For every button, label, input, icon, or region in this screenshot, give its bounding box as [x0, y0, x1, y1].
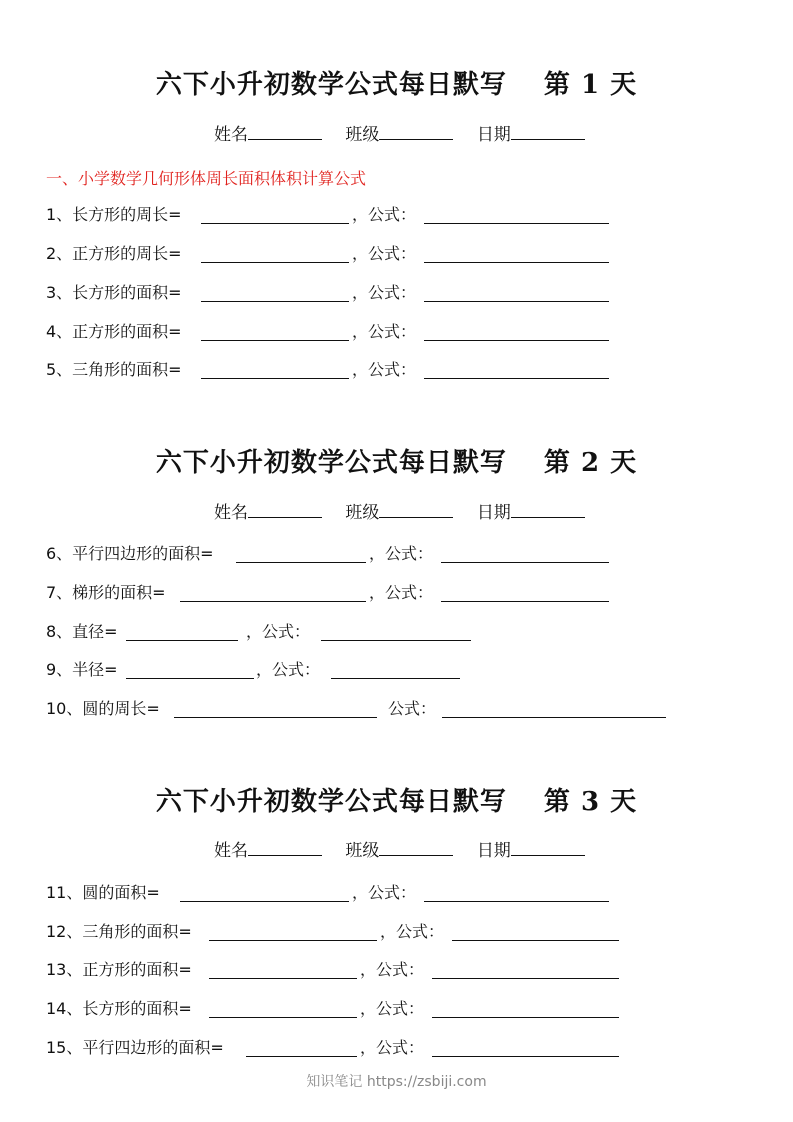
student-info-row-day-2: [214, 498, 585, 523]
answer-blank[interactable]: [126, 640, 238, 641]
name-field[interactable]: [248, 841, 322, 856]
answer-blank[interactable]: [180, 901, 349, 902]
question-label: 10、圆的周长=: [46, 699, 160, 718]
formula-label: ，公式：: [369, 583, 434, 602]
answer-blank[interactable]: [201, 301, 349, 302]
answer-blank[interactable]: [201, 262, 349, 263]
answer-blank[interactable]: [201, 340, 349, 341]
footer-watermark: 知识笔记 https://zsbiji.com: [306, 1074, 487, 1090]
class-field[interactable]: [379, 841, 453, 856]
name-label: 姓名: [214, 503, 248, 523]
student-info-row-day-1: [214, 120, 585, 145]
formula-label: ，公式：: [369, 544, 434, 563]
formula-blank[interactable]: [441, 601, 609, 602]
date-field[interactable]: [511, 503, 585, 518]
answer-blank[interactable]: [209, 940, 377, 941]
formula-label: ，公式：: [352, 205, 417, 224]
formula-label: ，公式：: [380, 922, 445, 941]
date-field[interactable]: [511, 125, 585, 140]
answer-blank[interactable]: [126, 678, 254, 679]
class-label: 班级: [345, 125, 380, 145]
formula-blank[interactable]: [424, 340, 609, 341]
formula-blank[interactable]: [432, 978, 619, 979]
question-label: 3、长方形的面积=: [46, 283, 182, 302]
formula-blank[interactable]: [432, 1056, 619, 1057]
formula-blank[interactable]: [321, 640, 471, 641]
formula-label: ，公式：: [360, 1038, 425, 1057]
date-field[interactable]: [511, 841, 585, 856]
formula-label: 公式：: [388, 699, 437, 718]
name-label: 姓名: [214, 125, 248, 145]
answer-blank[interactable]: [236, 562, 366, 563]
formula-blank[interactable]: [442, 717, 666, 718]
formula-blank[interactable]: [331, 678, 460, 679]
formula-blank[interactable]: [441, 562, 609, 563]
formula-label: ，公式：: [352, 283, 417, 302]
class-field[interactable]: [379, 503, 453, 518]
answer-blank[interactable]: [201, 223, 349, 224]
question-label: 4、正方形的面积=: [46, 322, 182, 341]
question-label: 15、平行四边形的面积=: [46, 1038, 224, 1057]
formula-blank[interactable]: [424, 378, 609, 379]
formula-blank[interactable]: [424, 223, 609, 224]
formula-blank[interactable]: [424, 262, 609, 263]
formula-label: ，公式：: [360, 960, 425, 979]
date-label: 日期: [476, 125, 511, 145]
date-label: 日期: [476, 503, 511, 523]
page-title-day-2: 六下小升初数学公式每日默写 第 2 天: [155, 448, 638, 478]
formula-label: ，公式：: [352, 244, 417, 263]
question-label: 8、直径=: [46, 622, 118, 641]
class-label: 班级: [345, 841, 380, 861]
formula-blank[interactable]: [452, 940, 619, 941]
formula-blank[interactable]: [424, 301, 609, 302]
formula-label: ，公式：: [246, 622, 311, 641]
class-label: 班级: [345, 503, 380, 523]
question-label: 6、平行四边形的面积=: [46, 544, 214, 563]
formula-blank[interactable]: [424, 901, 609, 902]
formula-label: ，公式：: [352, 883, 417, 902]
answer-blank[interactable]: [209, 978, 357, 979]
formula-label: ，公式：: [352, 322, 417, 341]
formula-label: ，公式：: [360, 999, 425, 1018]
question-label: 14、长方形的面积=: [46, 999, 192, 1018]
formula-blank[interactable]: [432, 1017, 619, 1018]
student-info-row-day-3: [214, 836, 585, 861]
question-label: 1、长方形的周长=: [46, 205, 182, 224]
question-label: 5、三角形的面积=: [46, 360, 182, 379]
question-label: 2、正方形的周长=: [46, 244, 182, 263]
question-label: 13、正方形的面积=: [46, 960, 192, 979]
class-field[interactable]: [379, 125, 453, 140]
question-label: 11、圆的面积=: [46, 883, 160, 902]
page-title-day-3: 六下小升初数学公式每日默写 第 3 天: [155, 787, 638, 817]
name-field[interactable]: [248, 125, 322, 140]
formula-label: ，公式：: [352, 360, 417, 379]
question-label: 7、梯形的面积=: [46, 583, 166, 602]
answer-blank[interactable]: [174, 717, 377, 718]
answer-blank[interactable]: [246, 1056, 357, 1057]
answer-blank[interactable]: [201, 378, 349, 379]
page-title-day-1: 六下小升初数学公式每日默写 第 1 天: [155, 70, 638, 100]
question-label: 9、半径=: [46, 660, 118, 679]
name-label: 姓名: [214, 841, 248, 861]
question-label: 12、三角形的面积=: [46, 922, 192, 941]
answer-blank[interactable]: [180, 601, 366, 602]
date-label: 日期: [476, 841, 511, 861]
answer-blank[interactable]: [209, 1017, 357, 1018]
formula-label: ，公式：: [256, 660, 321, 679]
name-field[interactable]: [248, 503, 322, 518]
section-title: 一、小学数学几何形体周长面积体积计算公式: [46, 169, 367, 188]
